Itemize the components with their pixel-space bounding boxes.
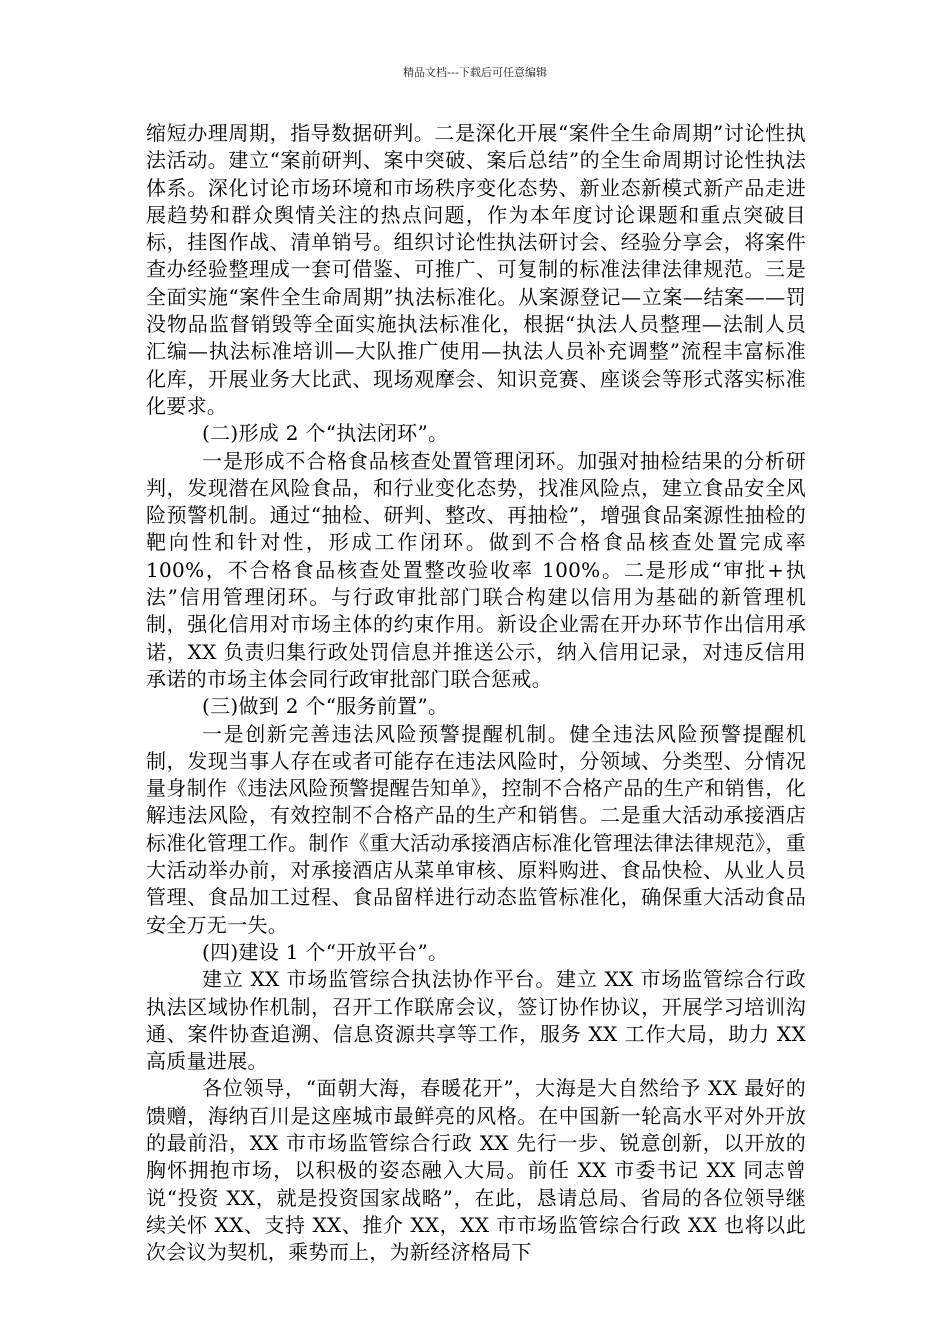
section-heading-service-front: (三)做到 2 个“服务前置”。 — [202, 694, 449, 719]
paragraph-enforcement-loop: 一是形成不合格食品核查处置管理闭环。加强对抽检结果的分析研判，发现潜在风险食品，和行业变化态势，找准风险点，建立食品安全风险预警机制。通过“抽检、研判、整改、再抽检”，增强食品案源性抽检的靶向性和针对性，形成工作闭环。做到不合格食品核查处置完成率 100%，不合格食品核查处置整改验收率 100%。二是形成“审批+执法”信用管理闭环。与行政审批部门联合构建以信用为基础的新管理机制，强化信用对市场主体的约束作用。新设企业需在开办环节作出信用承诺，XX 负责归集行政处罚信息并推送公示，纳入信用记录，对违反信用承诺的市场主体会同行政审批部门联合惩戒。 — [146, 448, 806, 691]
document-body — [146, 120, 806, 1266]
paragraph-closing-remarks: 各位领导，“面朝大海，春暖花开”，大海是大自然给予 XX 最好的馈赠，海纳百川是这座城市最鲜亮的风格。在中国新一轮高水平对外开放的最前沿，XX 市市场监管综合行政 XX 先行一步、锐意创新，以开放的胸怀拥抱市场，以积极的姿态融入大局。前任 XX 市委书记 XX 同志曾说“投资 XX，就是投资国家战略”，在此，恳请总局、省局的各位领导继续关怀 XX、支持 XX、推介 XX，XX 市市场监管综合行政 XX 也将以此次会议为契机，乘势而上，为新经济格局下 — [146, 1076, 806, 1265]
section-heading-enforcement-loop: (二)形成 2 个“执法闭环”。 — [202, 421, 449, 446]
paragraph-case-lifecycle: 缩短办理周期，指导数据研判。二是深化开展“案件全生命周期”讨论性执法活动。建立“案前研判、案中突破、案后总结”的全生命周期讨论性执法体系。深化讨论市场环境和市场秩序变化态势、新业态新模式新产品走进展趋势和群众舆情关注的热点问题，作为本年度讨论课题和重点突破目标，挂图作战、清单销号。组织讨论性执法研讨会、经验分享会，将案件查办经验整理成一套可借鉴、可推广、可复制的标准法律法律规范。三是全面实施“案件全生命周期”执法标准化。从案源登记—立案—结案——罚没物品监督销毁等全面实施执法标准化，根据“执法人员整理—法制人员汇编—执法标准培训—大队推广使用—执法人员补充调整”流程丰富标准化库，开展业务大比武、现场观摩会、知识竞赛、座谈会等形式落实标准化要求。 — [146, 121, 806, 418]
page-header: 精品文档---下载后可任意编辑 — [403, 66, 547, 79]
paragraph-service-front: 一是创新完善违法风险预警提醒机制。健全违法风险预警提醒机制，发现当事人存在或者可能存在违法风险时，分领域、分类型、分情况量身制作《违法风险预警提醒告知单》，控制不合格产品的生产和销售，化解违法风险，有效控制不合格产品的生产和销售。二是重大活动承接酒店标准化管理工作。制作《重大活动承接酒店标准化管理法律法律规范》，重大活动举办前，对承接酒店从菜单审核、原料购进、食品快检、从业人员管理、食品加工过程、食品留样进行动态监管标准化，确保重大活动食品安全万无一失。 — [146, 721, 806, 937]
paragraph-open-platform: 建立 XX 市场监管综合执法协作平台。建立 XX 市场监管综合行政执法区域协作机制，召开工作联席会议，签订协作协议，开展学习培训沟通、案件协查追溯、信息资源共享等工作，服务 XX 工作大局，助力 XX 高质量进展。 — [146, 967, 806, 1074]
section-heading-open-platform: (四)建设 1 个“开放平台”。 — [202, 939, 449, 964]
